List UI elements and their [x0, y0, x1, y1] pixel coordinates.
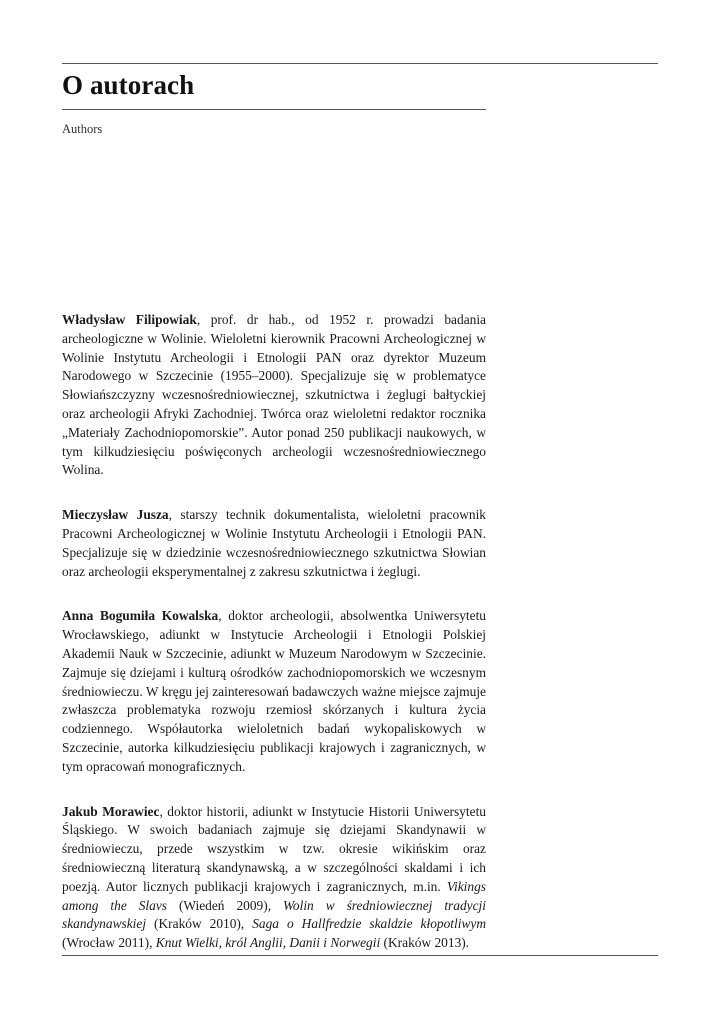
author-name: Anna Bogumiła Kowalska [62, 608, 219, 624]
author-description-cont: (Wrocław 2011), [62, 935, 156, 951]
author-bio-filipowiak [62, 311, 486, 480]
author-description: , starszy technik dokumentalista, wieloletni pracownik Pracowni Archeologicznej w Wolinie Instytutu Archeologii i Etnologii PAN. Specjalizuje się w dziedzinie wczesnośredniowiecznego szkutnictwa Słowian oraz archeologii eksperymentalnej z zakresu szkutnictwa i żeglugi. [62, 507, 486, 579]
author-description-cont: (Kraków 2010), [146, 916, 253, 932]
page-subtitle: Authors [62, 122, 103, 136]
book-title: Vikings among the Slavs [62, 878, 486, 913]
author-bio-kowalska [62, 607, 486, 776]
author-name: Władysław Filipowiak [62, 312, 197, 327]
book-title: Wolin w średniowiecznej tradycji skandynawskiej [62, 897, 486, 932]
footer-rule [62, 955, 658, 956]
author-description: , doktor historii, adiunkt w Instytucie Historii Uniwersytetu Śląskiego. W swoich badaniach zajmuje się dziejami Skandynawii w średniowieczu, przede wszystkim w tzw. okresie wikińskim oraz średniowieczną literaturą skandynawską, a w szczególności skaldami i ich poezją. Autor licznych publikacji krajowych i zagranicznych, m.in. [62, 803, 486, 894]
page-title: O autorach [62, 70, 195, 100]
book-title: Saga o Hallfredzie skaldzie kłopotliwym [252, 916, 486, 932]
author-description: , prof. dr hab., od 1952 r. prowadzi badania archeologiczne w Wolinie. Wieloletni kierownik Pracowni Archeologicznej w Wolinie Instytutu Archeologii i Etnologii PAN oraz dyrektor Muzeum Narodowego w Szczecinie (1955–2000). Specjalizuje się w problematyce Słowiańszczyzny wczesnośredniowiecznej, szkutnictwa i żeglugi bałtyckiej oraz archeologii Afryki Zachodniej. Twórca oraz wieloletni redaktor rocznika „Materiały Zachodniopomorskie”. Autor ponad 250 publikacji naukowych, w tym kilkudziesięciu poświęconych archeologii wczesnośredniowiecznego Wolina. [62, 312, 486, 478]
header-rule [62, 63, 658, 64]
author-bio-morawiec [62, 803, 486, 953]
author-description-cont: (Kraków 2013). [380, 935, 470, 951]
author-description-cont: (Wiedeń 2009), [166, 897, 283, 913]
author-description: , doktor archeologii, absolwentka Uniwersytetu Wrocławskiego, adiunkt w Instytucie Archeologii i Etnologii Polskiej Akademii Nauk w Szczecinie, adiunkt w Muzeum Narodowym w Szczecinie. Zajmuje się dziejami i kulturą ośrodków zachodniopomorskich we wczesnym średniowieczu. W kręgu jej zainteresowań badawczych ważne miejsce zajmuje zwłaszcza problematyka rozwoju rzemiosł skórzanych i kultura życia codziennego. Współautorka wieloletnich badań wykopaliskowych w Szczecinie, autorka kilkudziesięciu publikacji krajowych i zagranicznych, w tym opracowań monograficznych. [62, 608, 486, 774]
book-title: Knut Wielki, król Anglii, Danii i Norwegii [155, 935, 381, 951]
author-name: Jakub Morawiec [62, 803, 160, 819]
author-name: Mieczysław Jusza [62, 507, 169, 523]
author-bio-jusza [62, 506, 486, 581]
title-underline [62, 109, 486, 110]
author-bios [62, 311, 486, 979]
